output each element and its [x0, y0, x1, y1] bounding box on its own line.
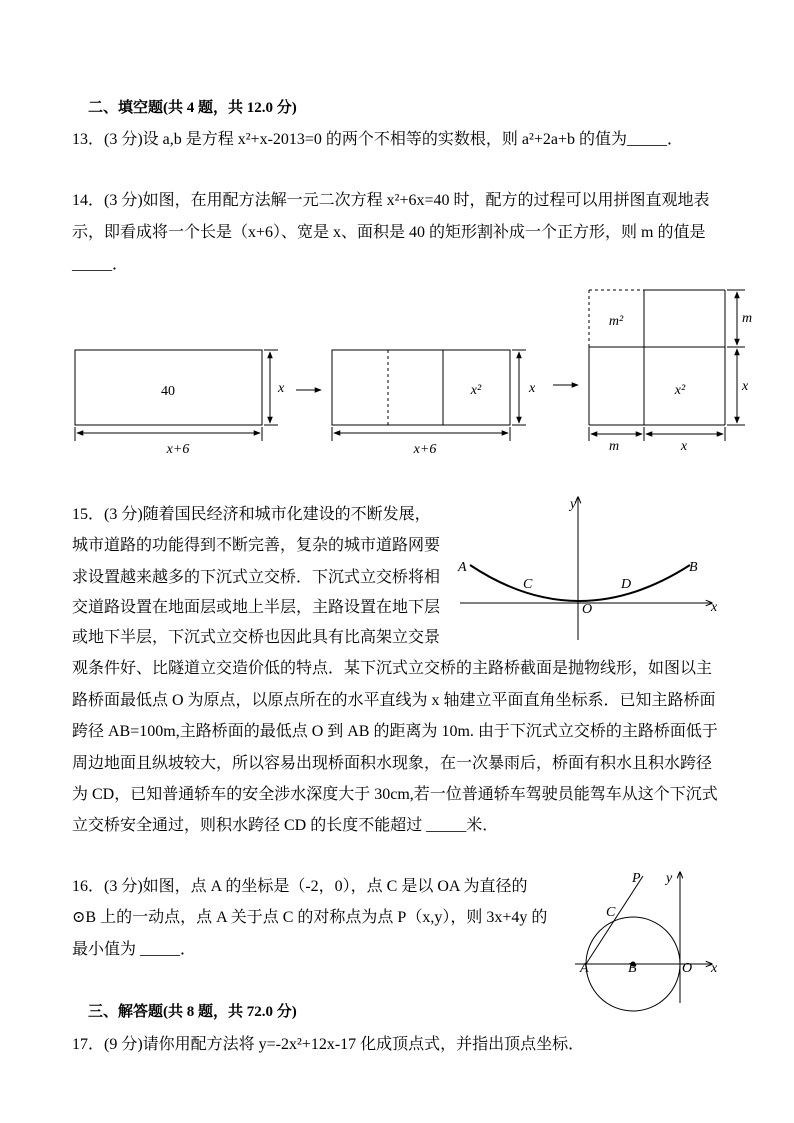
width-label: x: [680, 439, 688, 454]
question-16-line: 16．(3 分)如图，点 A 的坐标是（-2，0），点 C 是以 OA 为直径的: [72, 878, 528, 895]
question-15-line: 为 CD，已知普通轿车的安全涉水深度大于 30cm,若一位普通轿车驾驶员能驾车从这个下沉式: [72, 786, 718, 803]
parabola-bridge-curve: [470, 565, 690, 601]
square-area-label: x²: [674, 383, 686, 398]
question-15-line: 跨径 AB=100m,主路桥面的最低点 O 到 AB 的距离为 10m. 由于下沉式立交桥的主路桥面低于: [72, 723, 718, 740]
area-label: 40: [161, 384, 175, 399]
square-area-label: x²: [470, 383, 482, 398]
small-square-label: m²: [608, 314, 624, 329]
length-label: x+6: [413, 442, 437, 457]
question-15-figure: [450, 488, 730, 646]
point-p-label: P: [632, 871, 641, 886]
point-c-label: C: [606, 905, 616, 920]
x-axis-label: x: [711, 961, 718, 976]
question-15-line: 15．(3 分)随着国民经济和城市化建设的不断发展，: [72, 506, 431, 523]
point-d-label: D: [621, 577, 632, 592]
question-14-line: 示，即看成将一个长是（x+6）、宽是 x、面积是 40 的矩形割补成一个正方形，则 m 的值是: [72, 224, 706, 241]
question-14-line: 14．(3 分)如图，在用配方法解一元二次方程 x²+6x=40 时，配方的过程可以用拼图直观地表: [72, 192, 710, 209]
segment-ap: [586, 876, 643, 964]
question-15-line: 交道路设置在地面层或地上半层，主路设置在地下层: [72, 599, 441, 616]
question-15-line: 求设置越来越多的下沉式立交桥．下沉式立交桥将相: [72, 569, 441, 586]
point-a-label: A: [580, 961, 589, 976]
question-16-line: 最小值为 _____．: [72, 941, 197, 958]
question-15-line: 或地下半层，下沉式立交桥也因此具有比高架立交景: [72, 629, 441, 646]
question-16-line: ⊙B 上的一动点，点 A 关于点 C 的对称点为点 P（x,y），则 3x+4y 的: [72, 909, 548, 926]
section-title-fill-blank: 二、填空题(共 4 题，共 12.0 分): [88, 100, 297, 116]
question-14-figure: [60, 282, 770, 457]
question-15-line: 立交桥安全通过，则积水跨径 CD 的长度不能超过 _____米．: [72, 817, 499, 834]
side-label: m: [742, 311, 753, 326]
question-13-text: 13．(3 分)设 a,b 是方程 x²+x-2013=0 的两个不相等的实数根，则 a²+2a+b 的值为_____．: [72, 131, 683, 148]
section-title-answer: 三、解答题(共 8 题，共 72.0 分): [88, 1004, 297, 1020]
origin-label: O: [582, 602, 593, 617]
question-16-figure: [568, 865, 728, 1010]
rectangle-split: [332, 350, 510, 425]
point-a-label: A: [458, 560, 467, 575]
question-15-line: 观条件好、比隧道立交造价低的特点．某下沉式立交桥的主路桥截面是抛物线形，如图以主: [72, 660, 713, 677]
origin-label: O: [682, 961, 693, 976]
question-14-line: _____．: [72, 256, 129, 273]
side-label: m: [608, 439, 620, 454]
question-15-line: 周边地面且纵坡较大，所以容易出现桥面积水现象，在一次暴雨后，桥面有积水且积水跨径: [72, 755, 713, 772]
length-label: x+6: [166, 442, 190, 457]
width-label: x: [278, 381, 285, 396]
question-15-line: 路桥面最低点 O 为原点，以原点所在的水平直线为 x 轴建立平面直角坐标系．已知主路桥面: [72, 692, 716, 709]
point-b-label: B: [628, 961, 637, 976]
y-axis-label: y: [666, 871, 673, 886]
x-axis-label: x: [711, 600, 718, 615]
question-17-text: 17．(9 分)请你用配方法将 y=-2x²+12x-17 化成顶点式，并指出顶点坐标．: [72, 1036, 585, 1053]
width-label: x: [529, 381, 536, 396]
question-15-line: 城市道路的功能得到不断完善，复杂的城市道路网要: [72, 537, 441, 554]
point-c-label: C: [523, 577, 533, 592]
y-axis-label: y: [570, 497, 577, 512]
width-label: x: [742, 379, 749, 394]
point-b-label: B: [689, 560, 698, 575]
